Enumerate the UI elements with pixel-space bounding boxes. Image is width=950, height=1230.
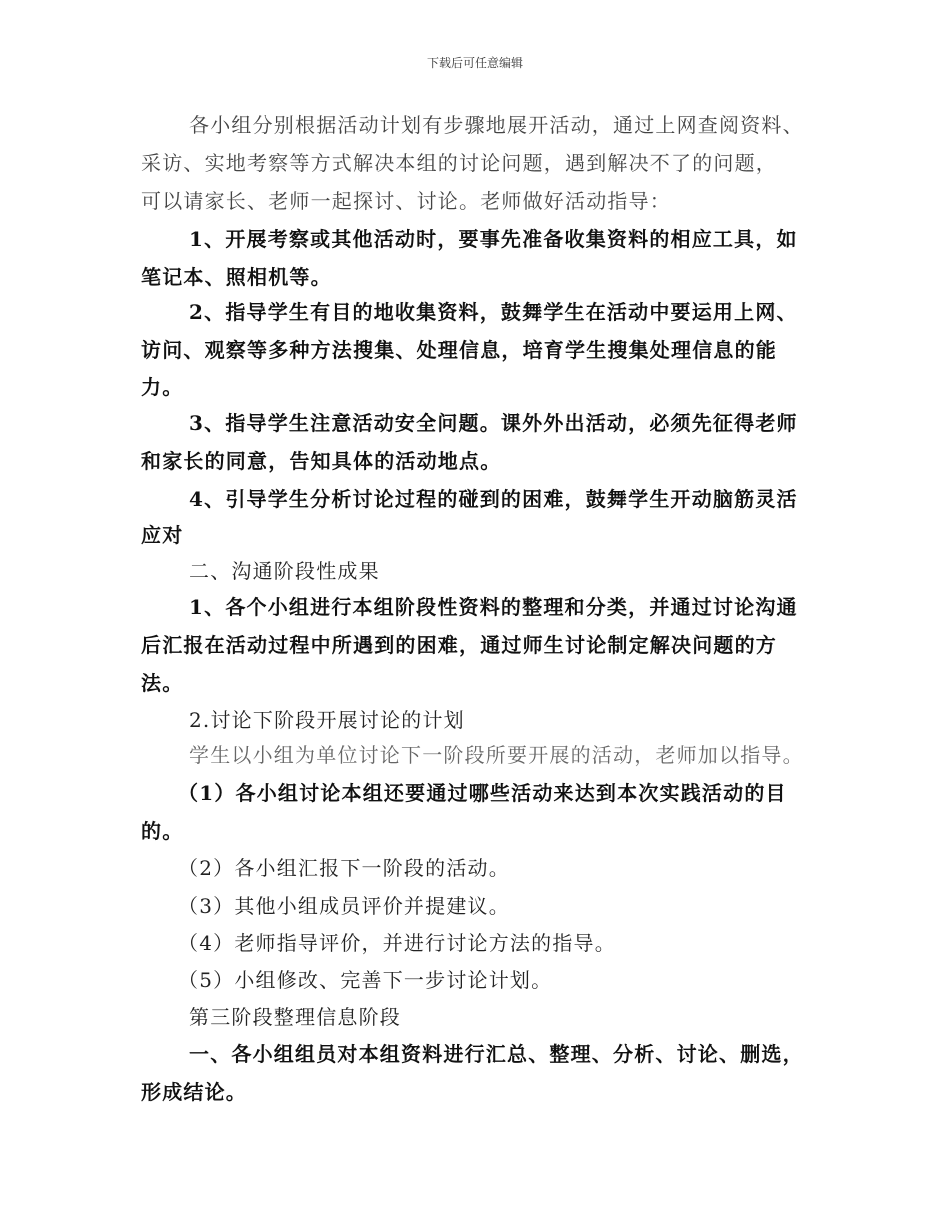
list-item: （4）老师指导评价，并进行讨论方法的指导。 [178, 931, 616, 955]
paragraph-line: 1、开展考察或其他活动时，要事先准备收集资料的相应工具，如 [189, 227, 798, 251]
paragraph-line: 后汇报在活动过程中所遇到的困难，通过师生讨论制定解决问题的方 [141, 633, 777, 657]
paragraph-line: 法。 [141, 671, 184, 695]
list-item-continuation: 的。 [141, 819, 184, 843]
paragraph-line: 和家长的同意，告知具体的活动地点。 [141, 449, 502, 473]
paragraph-line: 1、各个小组进行本组阶段性资料的整理和分类，并通过讨论沟通 [189, 595, 798, 619]
section-heading: 二、沟通阶段性成果 [189, 559, 380, 583]
paragraph-line: 形成结论。 [141, 1080, 247, 1104]
paragraph-line: 一、各小组组员对本组资料进行汇总、整理、分析、讨论、删选， [189, 1042, 804, 1066]
list-item: （1）各小组讨论本组还要通过哪些活动来达到本次实践活动的目 [178, 781, 787, 805]
section-heading: 第三阶段整理信息阶段 [189, 1005, 401, 1029]
list-item: （3）其他小组成员评价并提建议。 [178, 894, 510, 918]
page-header: 下载后可任意编辑 [426, 56, 523, 70]
paragraph-line: 3、指导学生注意活动安全问题。课外外出活动，必须先征得老师 [189, 411, 798, 435]
subsection-heading: 2.讨论下阶段开展讨论的计划 [189, 708, 465, 732]
paragraph-line: 访问、观察等多种方法搜集、处理信息，培育学生搜集处理信息的能 [141, 338, 777, 362]
paragraph-line: 可以请家长、老师一起探讨、讨论。老师做好活动指导： [141, 189, 671, 213]
paragraph-line: 力。 [141, 375, 184, 399]
paragraph-line: 学生以小组为单位讨论下一阶段所要开展的活动，老师加以指导。 [189, 743, 804, 767]
paragraph-line: 4、引导学生分析讨论过程的碰到的困难，鼓舞学生开动脑筋灵活 [189, 487, 798, 511]
list-item: （2）各小组汇报下一阶段的活动。 [178, 856, 510, 880]
paragraph-line: 采访、实地考察等方式解决本组的讨论问题，遇到解决不了的问题， [141, 151, 777, 175]
paragraph-line: 2、指导学生有目的地收集资料，鼓舞学生在活动中要运用上网、 [189, 300, 798, 324]
paragraph-line: 笔记本、照相机等。 [141, 265, 332, 289]
paragraph-line: 各小组分别根据活动计划有步骤地展开活动，通过上网查阅资料、 [189, 113, 804, 137]
list-item: （5）小组修改、完善下一步讨论计划。 [178, 968, 553, 992]
paragraph-line: 应对 [141, 523, 184, 547]
